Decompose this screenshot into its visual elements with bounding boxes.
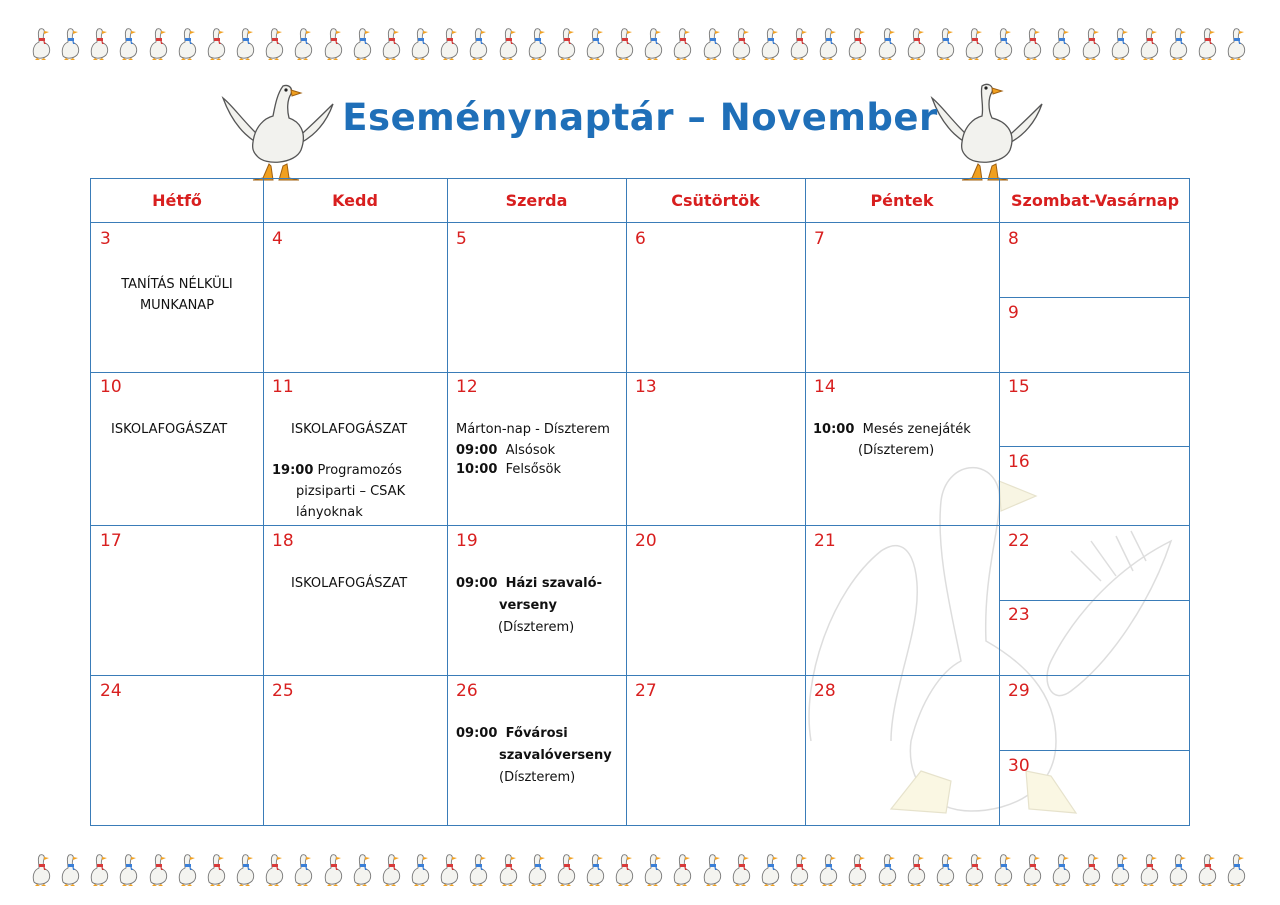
event-text: Programozós [317,463,402,478]
goose-border-icon [1194,26,1220,60]
goose-border-icon [874,852,900,886]
goose-border-icon [86,26,112,60]
goose-border-icon [1019,26,1045,60]
event-time: 10:00 [813,422,855,437]
goose-border-icon [1107,852,1133,886]
goose-border-icon [261,852,287,886]
goose-border-icon [611,26,637,60]
goose-border-icon [378,852,404,886]
goose-border-icon [1165,852,1191,886]
goose-border-icon [407,852,433,886]
day-number: 6 [635,229,646,249]
goose-border-icon [786,26,812,60]
weekday-wednesday: Szerda [505,191,568,210]
day-number: 21 [814,531,836,551]
goose-border-icon [86,852,112,886]
event-nov26 [456,723,612,788]
day-number: 24 [100,681,122,701]
weekday-friday: Péntek [870,191,934,210]
day-number: 13 [635,377,657,397]
goose-border-icon [640,26,666,60]
goose-border-icon [1194,852,1220,886]
goose-border-icon [28,26,54,60]
event-time: 09:00 [456,726,498,741]
goose-border-icon [669,852,695,886]
event-title: szavalóverseny [499,748,612,763]
event-title: Márton-nap - Díszterem [456,422,610,437]
goose-border-icon [1107,26,1133,60]
goose-border-icon [932,852,958,886]
goose-border-icon [669,26,695,60]
weekday-weekend: Szombat-Vasárnap [1010,191,1180,210]
day-number: 23 [1008,605,1030,625]
goose-border-icon [1223,852,1249,886]
goose-border-icon [495,26,521,60]
goose-border-icon [815,852,841,886]
goose-border-icon [1136,852,1162,886]
goose-border-icon [1078,852,1104,886]
day-number: 26 [456,681,478,701]
event-text: Alsósok [505,443,556,458]
event-text: (Díszterem) [499,770,576,785]
goose-border-icon [203,26,229,60]
goose-border-icon [115,852,141,886]
day-number: 20 [635,531,657,551]
goose-border-icon [1078,26,1104,60]
goose-border-icon [553,852,579,886]
goose-border-icon [290,852,316,886]
day-number: 4 [272,229,283,249]
goose-border-icon [115,26,141,60]
page-title: Eseménynaptár – November [342,96,938,139]
day-number: 22 [1008,531,1030,551]
goose-border-icon [174,852,200,886]
event-nov3 [91,274,263,316]
day-number: 3 [100,229,111,249]
day-number: 9 [1008,303,1019,323]
day-number: 5 [456,229,467,249]
goose-border-icon [290,26,316,60]
event-nov14 [813,419,971,461]
goose-border-icon [378,26,404,60]
day-number: 16 [1008,452,1030,472]
goose-border-icon [1165,26,1191,60]
event-text: Mesés zenejáték [862,422,971,437]
goose-border-icon [145,852,171,886]
goose-border-icon [728,852,754,886]
day-number: 15 [1008,377,1030,397]
goose-border-icon [728,26,754,60]
goose-border-icon [844,26,870,60]
goose-border-icon [699,852,725,886]
goose-border-icon [349,852,375,886]
goose-border-icon [815,26,841,60]
event-nov18: ISKOLAFOGÁSZAT [291,576,408,591]
goose-border-icon [524,26,550,60]
day-number: 17 [100,531,122,551]
goose-border-icon [1223,26,1249,60]
goose-border-icon [932,26,958,60]
goose-border-icon [990,26,1016,60]
goose-border-icon [903,852,929,886]
goose-border-icon [436,852,462,886]
goose-border-icon [961,852,987,886]
event-nov19 [456,573,602,638]
event-time: 09:00 [456,443,498,458]
goose-border-icon [232,852,258,886]
day-number: 25 [272,681,294,701]
goose-border-icon [757,26,783,60]
goose-border-icon [640,852,666,886]
goose-border-icon [1136,26,1162,60]
event-text: Felsősök [505,462,562,477]
event-title: Házi szavaló- [505,576,602,591]
goose-border-icon [961,26,987,60]
event-text: (Díszterem) [858,443,935,458]
goose-border-icon [990,852,1016,886]
event-time: 19:00 [272,463,314,478]
day-number: 27 [635,681,657,701]
day-number: 12 [456,377,478,397]
goose-border-icon [261,26,287,60]
weekday-thursday: Csütörtök [671,191,760,210]
event-title: Fővárosi [505,726,568,741]
event-text: MUNKANAP [139,298,215,313]
calendar-grid [90,178,1190,826]
event-text: TANÍTÁS NÉLKÜLI [121,277,233,292]
goose-border-icon [903,26,929,60]
goose-border-icon [28,852,54,886]
goose-watermark [771,441,1191,825]
goose-border-icon [582,852,608,886]
weekday-monday: Hétfő [152,191,202,210]
goose-border-icon [495,852,521,886]
goose-border-icon [699,26,725,60]
goose-border-icon [1048,26,1074,60]
event-nov11 [272,460,405,523]
goose-border-icon [1048,852,1074,886]
goose-border-top [28,24,1250,60]
day-number: 8 [1008,229,1019,249]
goose-border-icon [524,852,550,886]
day-number: 30 [1008,756,1030,776]
goose-border-icon [349,26,375,60]
weekday-tuesday: Kedd [332,191,378,210]
goose-border-icon [465,852,491,886]
goose-border-icon [232,26,258,60]
goose-border-bottom [28,850,1250,886]
goose-border-icon [582,26,608,60]
goose-border-icon [57,852,83,886]
goose-border-icon [757,852,783,886]
goose-border-icon [844,852,870,886]
goose-border-icon [465,26,491,60]
goose-border-icon [145,26,171,60]
goose-border-icon [174,26,200,60]
goose-border-icon [436,26,462,60]
event-nov11-dental: ISKOLAFOGÁSZAT [291,422,408,437]
event-text: pizsiparti – CSAK [296,484,406,499]
event-title: verseny [499,598,557,613]
event-time: 10:00 [456,462,498,477]
day-number: 14 [814,377,836,397]
day-number: 18 [272,531,294,551]
goose-border-icon [786,852,812,886]
goose-border-icon [203,852,229,886]
event-nov10: ISKOLAFOGÁSZAT [111,422,228,437]
day-number: 28 [814,681,836,701]
day-number: 10 [100,377,122,397]
goose-border-icon [1019,852,1045,886]
goose-border-icon [407,26,433,60]
day-number: 19 [456,531,478,551]
event-text: (Díszterem) [498,620,575,635]
event-time: 09:00 [456,576,498,591]
event-text: lányoknak [296,505,363,520]
day-number: 11 [272,377,294,397]
goose-border-icon [320,26,346,60]
goose-border-icon [57,26,83,60]
goose-border-icon [611,852,637,886]
goose-border-icon [320,852,346,886]
event-nov12 [456,419,610,480]
goose-border-icon [874,26,900,60]
day-number: 7 [814,229,825,249]
goose-border-icon [553,26,579,60]
day-number: 29 [1008,681,1030,701]
